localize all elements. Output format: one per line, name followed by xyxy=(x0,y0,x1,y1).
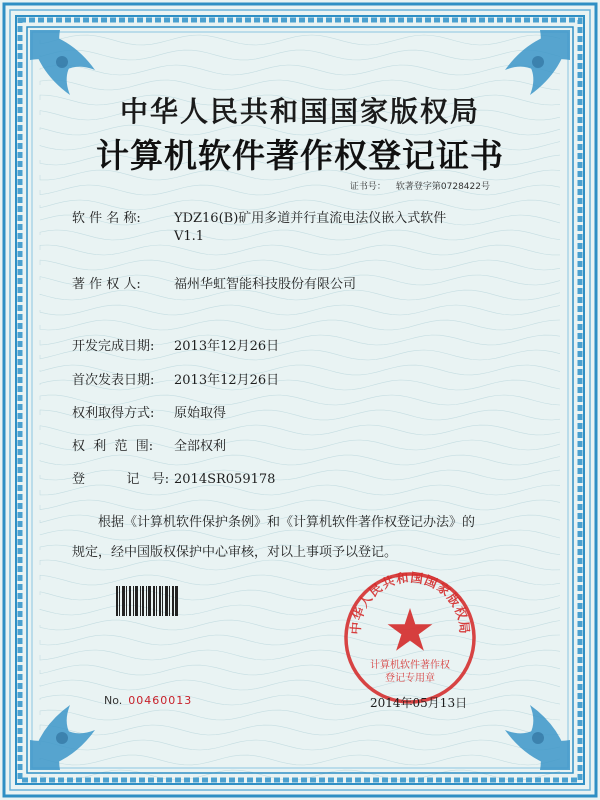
owner-label: 著 作 权 人: xyxy=(72,277,141,292)
corner-ornament-bottom-right xyxy=(505,705,570,770)
publish-date-value: 2013年12月26日 xyxy=(174,373,280,388)
seal-inner-line-1: 计算机软件著作权 xyxy=(370,660,450,671)
software-name-label: 软 件 名 称: xyxy=(72,211,141,226)
publish-date-row xyxy=(72,372,279,390)
rights-scope-value: 全部权利 xyxy=(174,439,227,454)
registration-number-label: 登 记 号: xyxy=(72,472,170,487)
software-name-value: YDZ16(B)矿用多道并行直流电法仪嵌入式软件 xyxy=(174,211,447,226)
serial-label: No. xyxy=(104,694,123,707)
serial-value: 00460013 xyxy=(128,694,193,707)
software-name-row xyxy=(72,210,446,228)
rights-scope-label: 权 利 范 围: xyxy=(72,439,154,454)
dev-date-label: 开发完成日期: xyxy=(72,339,155,354)
corner-ornament-top-left xyxy=(30,30,95,95)
statement-line-1: 根据《计算机软件保护条例》和《计算机软件著作权登记办法》的 xyxy=(98,515,476,530)
registration-statement xyxy=(72,508,532,568)
statement-line-2: 规定，经中国版权保护中心审核，对以上事项予以登记。 xyxy=(72,545,398,560)
issuing-authority: 中华人民共和国国家版权局 xyxy=(119,95,480,128)
certificate-title: 计算机软件著作权登记证书 xyxy=(96,136,504,175)
certificate-number-value: 软著登字第0728422号 xyxy=(395,182,490,192)
software-version: V1.1 xyxy=(174,229,205,244)
acquire-method-label: 权利取得方式: xyxy=(72,406,155,421)
rights-scope-row xyxy=(72,438,226,456)
corner-ornament-top-right xyxy=(505,30,570,95)
serial-number xyxy=(104,694,192,707)
registration-number-value: 2014SR059178 xyxy=(174,472,276,487)
acquire-method-value: 原始取得 xyxy=(174,406,227,421)
issue-date: 2014年05月13日 xyxy=(370,696,468,710)
certificate-number-label: 证书号： xyxy=(349,182,386,192)
dev-date-row xyxy=(72,338,279,356)
owner-value: 福州华虹智能科技股份有限公司 xyxy=(174,277,357,292)
publish-date-label: 首次发表日期: xyxy=(72,373,155,388)
seal-outer-text: 中华人民共和国国家版权局 xyxy=(347,569,473,636)
star-icon xyxy=(388,608,433,651)
certificate-number xyxy=(350,179,490,192)
official-seal xyxy=(340,568,480,708)
owner-row xyxy=(72,276,356,294)
registration-number-row xyxy=(72,471,275,489)
dev-date-value: 2013年12月26日 xyxy=(174,339,280,354)
acquire-method-row xyxy=(72,405,226,423)
barcode xyxy=(116,586,178,616)
seal-inner-line-2: 登记专用章 xyxy=(385,673,435,684)
corner-ornament-bottom-left xyxy=(30,705,95,770)
